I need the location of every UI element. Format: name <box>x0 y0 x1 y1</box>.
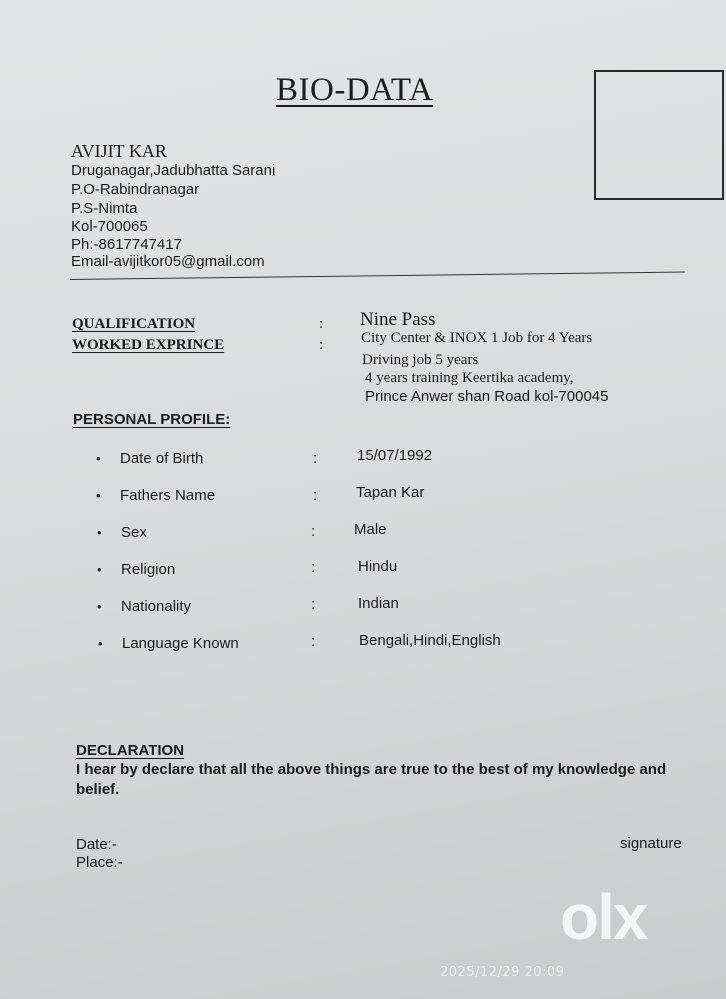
place-label: Place:- <box>76 854 123 871</box>
profile-label-sex: Sex <box>121 524 147 541</box>
signature-label: signature <box>620 835 682 852</box>
profile-value-father: Tapan Kar <box>356 484 425 501</box>
profile-colon: : <box>311 633 316 650</box>
profile-value-religion: Hindu <box>358 558 398 575</box>
post-office-line: P.O-Rabindranagar <box>71 181 200 198</box>
photo-timestamp: 2025/12/29 20:09 <box>440 965 565 980</box>
profile-value-sex: Male <box>354 521 387 538</box>
profile-colon: : <box>311 596 316 613</box>
experience-colon: : <box>319 337 324 353</box>
declaration-text: I hear by declare that all the above things are true to the best of my knowledge and belief. <box>76 761 667 798</box>
bullet-icon: • <box>97 562 102 577</box>
qualification-value: Nine Pass <box>360 309 436 330</box>
olx-watermark-logo: olx <box>560 881 647 953</box>
profile-colon: : <box>313 450 318 467</box>
profile-label-dob: Date of Birth <box>120 450 204 467</box>
bullet-icon: • <box>97 599 102 614</box>
declaration-heading: DECLARATION <box>76 742 185 759</box>
profile-label-language: Language Known <box>122 635 239 652</box>
profile-value-dob: 15/07/1992 <box>357 447 433 464</box>
qualification-colon: : <box>319 316 324 332</box>
pincode-line: Kol-700065 <box>71 218 148 235</box>
header-divider <box>70 271 685 280</box>
applicant-name: AVIJIT KAR <box>71 141 167 161</box>
photo-placeholder-box <box>594 70 724 200</box>
bullet-icon: • <box>96 488 101 503</box>
profile-colon: : <box>311 523 316 540</box>
police-station-line: P.S-Nimta <box>71 200 138 217</box>
date-label: Date:- <box>76 836 117 853</box>
email-line: Email-avijitkor05@gmail.com <box>71 253 265 270</box>
phone-line: Ph:-8617747417 <box>71 236 182 253</box>
experience-line: Driving job 5 years <box>362 352 479 368</box>
document-title: BIO-DATA <box>276 72 434 108</box>
profile-colon: : <box>313 487 318 504</box>
experience-label: WORKED EXPRINCE <box>72 337 225 353</box>
profile-value-nationality: Indian <box>358 595 399 612</box>
experience-line: 4 years training Keertika academy, <box>365 370 574 386</box>
profile-colon: : <box>311 559 316 576</box>
experience-line: City Center & INOX 1 Job for 4 Years <box>361 330 593 346</box>
profile-value-language: Bengali,Hindi,English <box>359 632 501 649</box>
address-line: Druganagar,Jadubhatta Sarani <box>71 162 276 179</box>
profile-label-father: Fathers Name <box>120 487 216 504</box>
experience-line: Prince Anwer shan Road kol-700045 <box>365 388 609 405</box>
bullet-icon: • <box>97 525 102 540</box>
profile-label-nationality: Nationality <box>121 598 192 615</box>
personal-profile-heading: PERSONAL PROFILE: <box>73 411 231 428</box>
bullet-icon: • <box>96 451 101 466</box>
profile-label-religion: Religion <box>121 561 176 578</box>
bullet-icon: • <box>98 636 103 651</box>
qualification-label: QUALIFICATION <box>72 316 196 332</box>
